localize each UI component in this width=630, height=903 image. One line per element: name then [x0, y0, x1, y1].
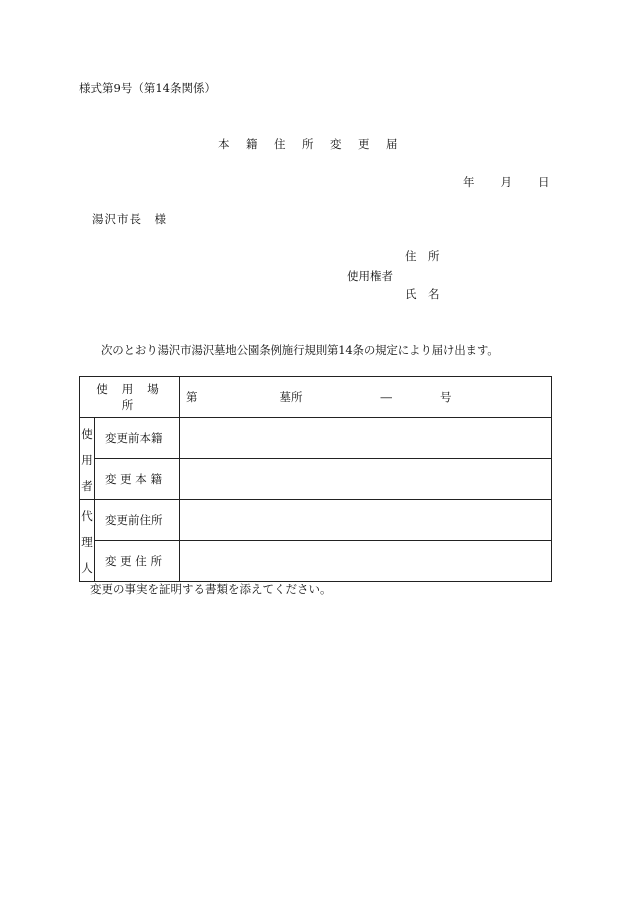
grave-dash: ― [380, 390, 392, 404]
grave-number-field[interactable] [180, 377, 552, 418]
declaration-text: 次のとおり湯沢市湯沢墓地公園条例施行規則第14条の規定により届け出ます。 [101, 343, 499, 357]
new-domicile-field[interactable] [180, 459, 552, 500]
applicant-name-label: 氏 名 [405, 287, 440, 301]
date-line [463, 174, 550, 190]
table-row-new-address [80, 541, 552, 582]
new-address-label: 変 更 住 所 [95, 541, 180, 582]
prev-domicile-field[interactable] [180, 418, 552, 459]
grave-word: 墓所 [279, 390, 303, 404]
new-address-field[interactable] [180, 541, 552, 582]
grave-suffix: 号 [440, 390, 452, 404]
form-table [79, 376, 552, 582]
agent-group-label: 代 理 人 [80, 500, 95, 582]
applicant-holder-label: 使用権者 [347, 269, 393, 283]
addressee: 湯沢市長 様 [92, 212, 167, 226]
prev-address-field[interactable] [180, 500, 552, 541]
date-month-label: 月 [500, 175, 512, 189]
table-row-prev-domicile [80, 418, 552, 459]
date-day-label: 日 [538, 175, 550, 189]
user-group-label: 使 用 者 [80, 418, 95, 500]
table-row-location [80, 377, 552, 418]
table-row-prev-address [80, 500, 552, 541]
applicant-address-label: 住 所 [405, 249, 440, 263]
form-number: 様式第9号（第14条関係） [79, 81, 216, 95]
document-title: 本籍住所変更届 [218, 137, 414, 151]
prev-domicile-label: 変更前本籍 [95, 418, 180, 459]
grave-prefix: 第 [186, 390, 198, 404]
date-year-label: 年 [463, 175, 475, 189]
new-domicile-label: 変 更 本 籍 [95, 459, 180, 500]
prev-address-label: 変更前住所 [95, 500, 180, 541]
location-label: 使用場所 [80, 377, 180, 418]
footnote: 変更の事実を証明する書類を添えてください。 [90, 582, 332, 596]
table-row-new-domicile [80, 459, 552, 500]
